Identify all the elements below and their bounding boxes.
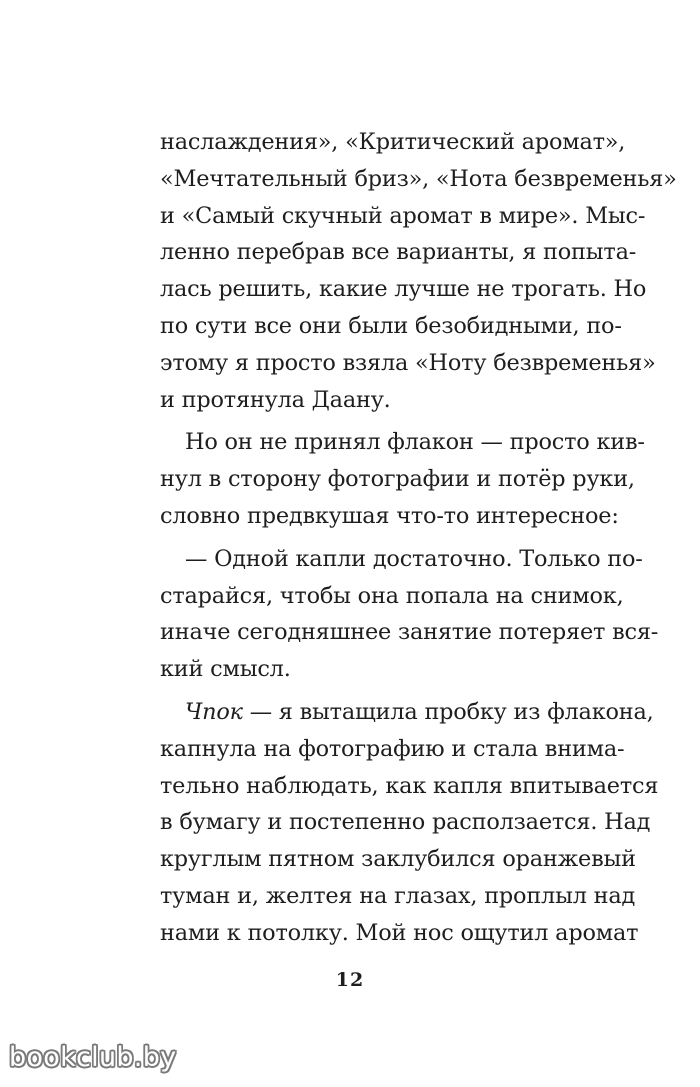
text-line: и протянула Даану. <box>160 386 391 413</box>
text-line: тельно наблюдать, как капля впитывается <box>160 772 659 799</box>
text-line: нул в сторону фотографии и потёр руки, <box>160 466 635 493</box>
text-line: нами к потолку. Мой нос ощутил аромат <box>160 919 639 946</box>
text-line: этому я просто взяла «Ноту безвременья» <box>160 349 656 376</box>
text-line: — Одной капли достаточно. Только по- <box>185 545 643 572</box>
text-line: кий смысл. <box>160 656 291 683</box>
text-line: по сути все они были безобидными, по- <box>160 312 622 339</box>
page-body <box>160 124 677 952</box>
paragraph-4 <box>160 694 659 952</box>
text-line: старайся, чтобы она попала на снимок, <box>160 582 624 609</box>
text-line: и «Самый скучный аромат в мире». Мыс- <box>160 202 646 229</box>
text-line: лась решить, какие лучше не трогать. Но <box>160 276 647 303</box>
watermark-text: bookclub.by <box>9 1042 177 1073</box>
text-line: наслаждения», «Критический аромат», <box>160 129 626 155</box>
text-line: капнула на фотографию и стала внима- <box>160 735 625 762</box>
text-line: туман и, желтея на глазах, проплыл над <box>160 882 636 909</box>
text-line: «Мечтательный бриз», «Нота безвременья» <box>160 165 677 192</box>
text-line: иначе сегодняшнее занятие потеряет вся- <box>160 619 659 646</box>
text-line: словно предвкушая что-то интересное: <box>160 502 619 529</box>
text-line-first <box>160 694 654 731</box>
paragraph-3 <box>160 541 659 688</box>
italic-word: Чпок <box>185 698 243 725</box>
text-line: Но он не принял флакон — просто кив- <box>185 429 645 456</box>
text-fragment: — я вытащила пробку из флакона, <box>242 698 654 725</box>
paragraph-1 <box>160 124 677 418</box>
paragraph-2 <box>160 424 645 534</box>
text-line: в бумагу и постепенно расползается. Над <box>160 809 651 836</box>
page-number: 12 <box>335 969 365 991</box>
text-line: ленно перебрав все варианты, я попыта- <box>160 239 637 266</box>
text-line: круглым пятном заклубился оранжевый <box>160 846 636 873</box>
